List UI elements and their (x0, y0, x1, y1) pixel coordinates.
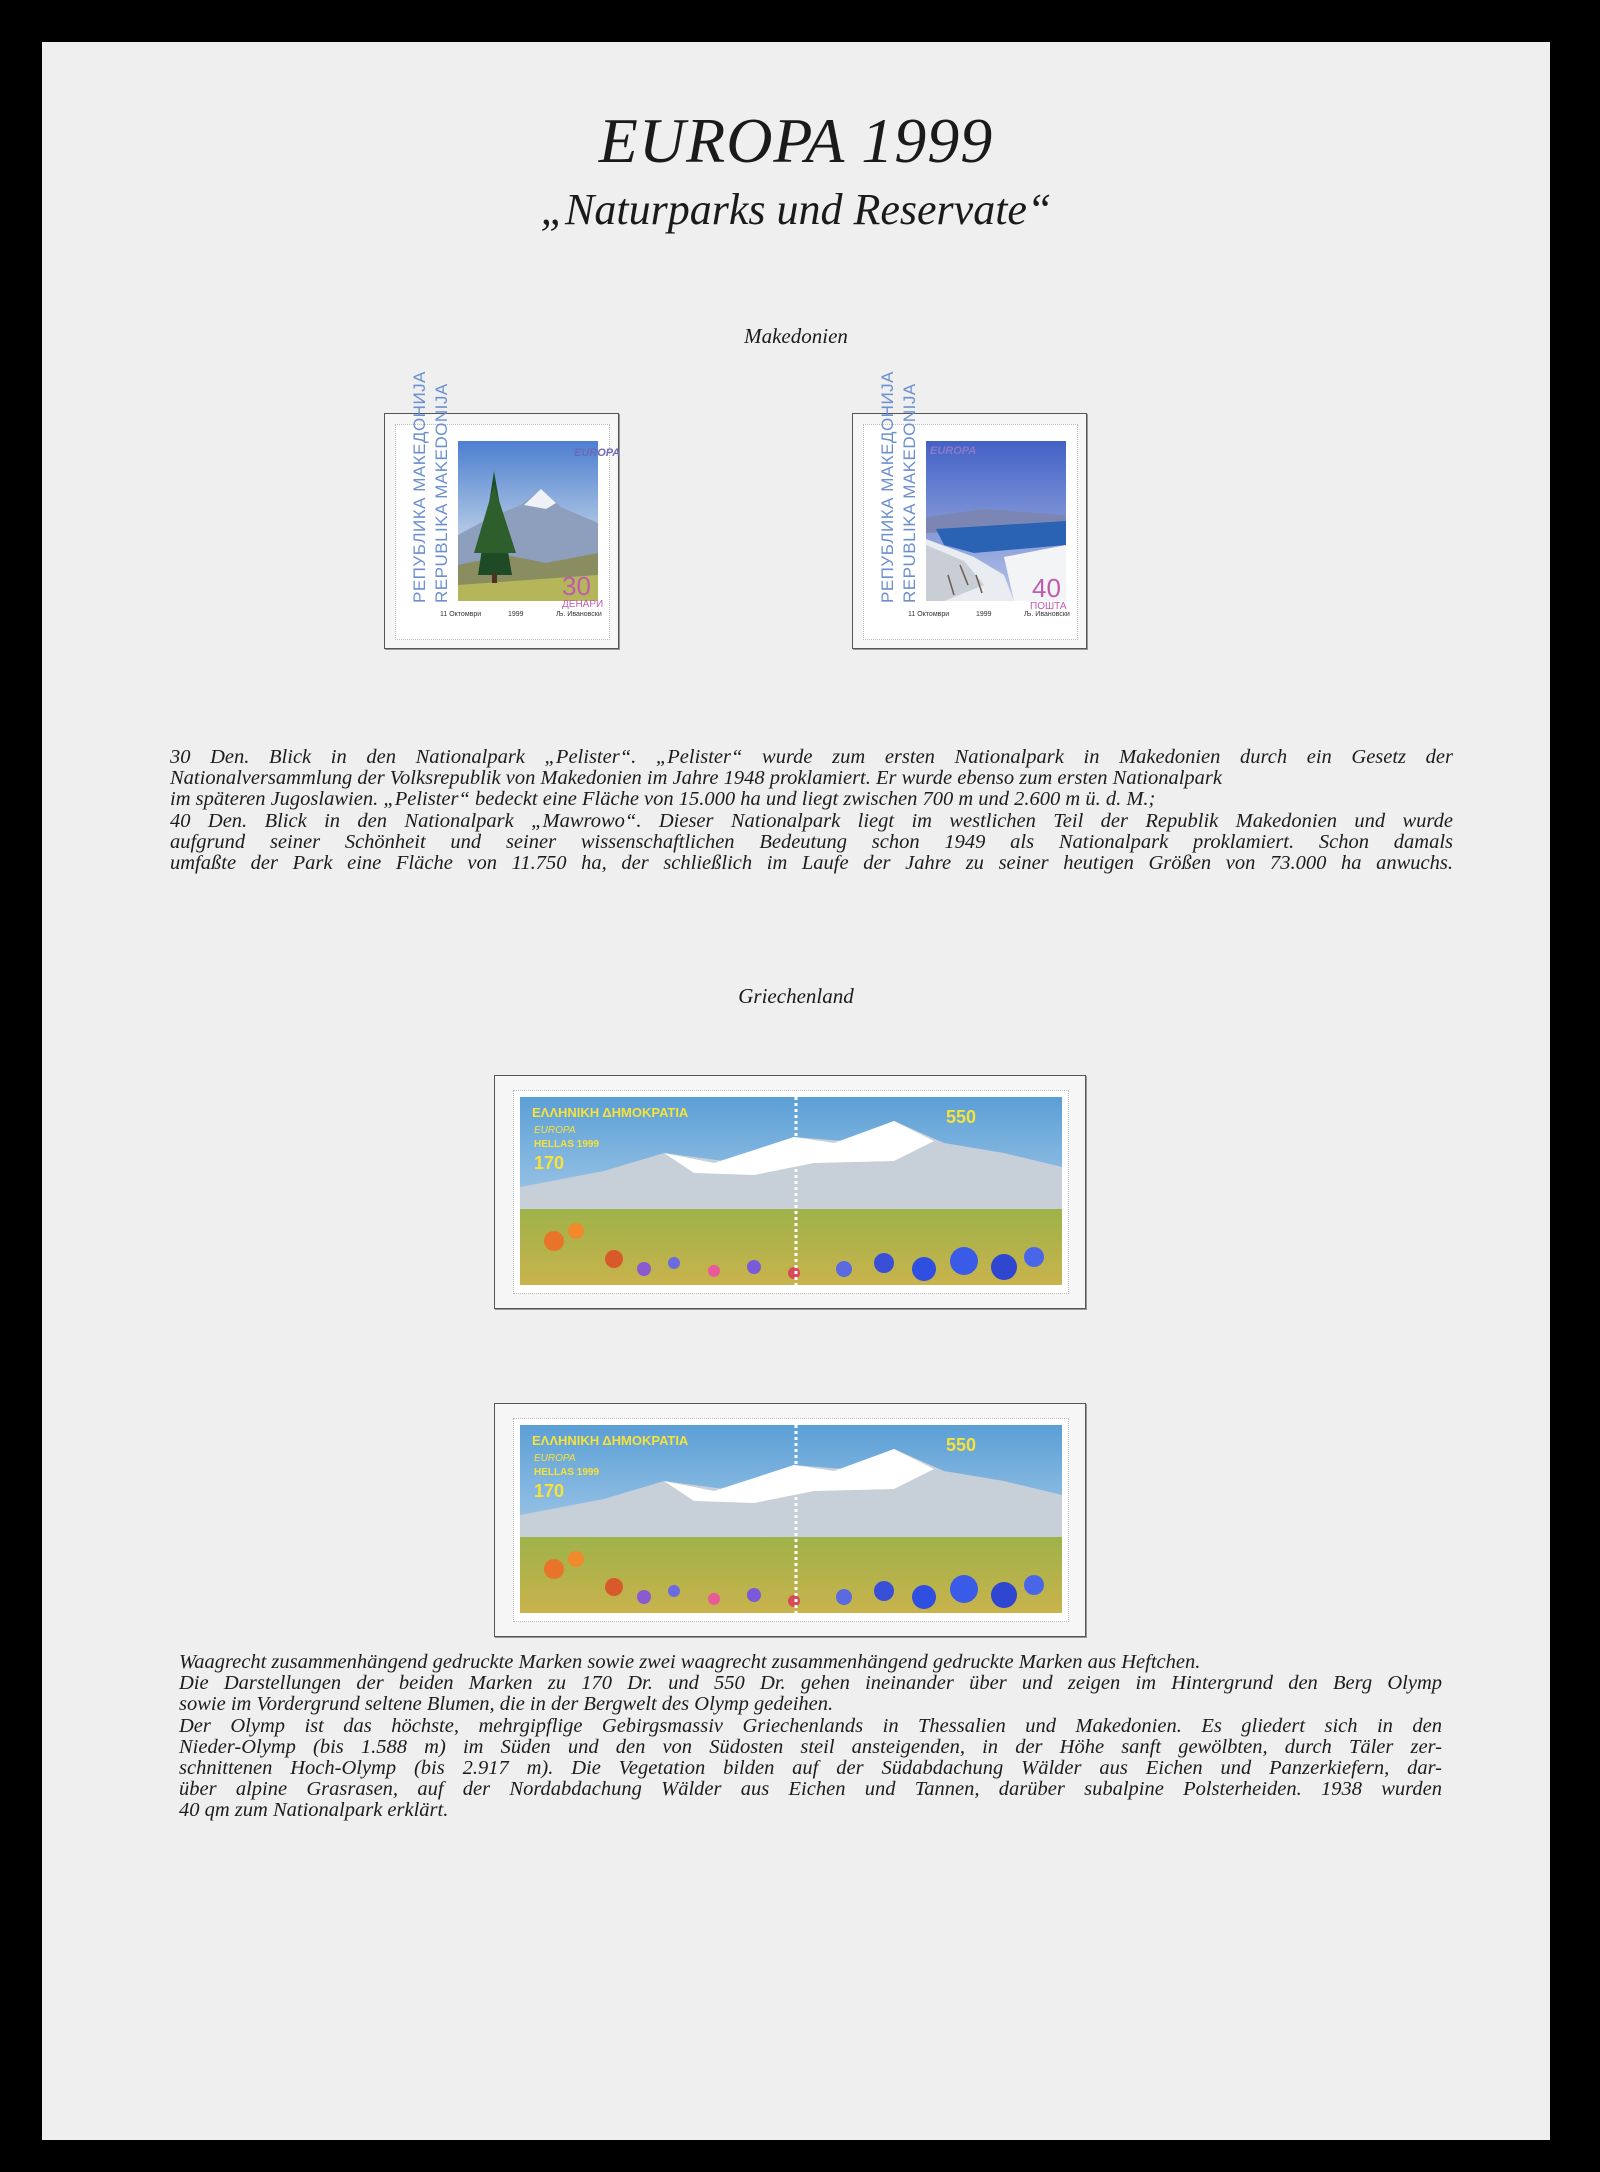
description-line: aufgrund seiner Schönheit und seiner wissenschaftlichen Bedeutung schon 1949 als Nationalpark proklamiert. Schon damals (170, 830, 1453, 853)
stamp-hellas-label: HELLAS 1999 (534, 1139, 600, 1150)
macedonia-description (170, 747, 1453, 874)
stamp-macedonia-40 (863, 370, 1078, 640)
stamp-europa-label: EUROPA (930, 445, 977, 457)
stamp-macedonia-30 (395, 370, 621, 640)
stamp-hellas-label: HELLAS 1999 (534, 1467, 600, 1478)
stamp-country-latin: REPUBLIKA MAKEDONIJA (900, 383, 919, 603)
section-heading-macedonia: Makedonien (744, 324, 848, 348)
description-line: umfaßte der Park eine Fläche von 11.750 ha, der schließlich im Laufe der Jahre zu seiner heutigen Größen von 73.000 ha anwuchs. (170, 852, 1453, 875)
description-line: 30 Den. Blick in den Nationalpark „Pelister“. „Pelister“ wurde zum ersten Nationalpark in Makedonien durch ein Gesetz der (170, 746, 1453, 768)
stamp-image-olympus (514, 1091, 1068, 1293)
description-line: Der Olymp ist das höchste, mehrgipflige Gebirgsmassiv Griechenlands in Thessalien und Makedonien. Es gliedert sich in den (179, 1714, 1442, 1737)
stamp-value-left: 170 (534, 1153, 565, 1173)
imprint-date: 11 Октомври (908, 611, 950, 618)
stamp-value-right: 550 (946, 1107, 977, 1127)
stamp-country-latin: REPUBLIKA MAKEDONIJA (432, 383, 451, 603)
section-heading-greece: Griechenland (738, 984, 854, 1008)
stamp-value: 30 (562, 571, 591, 601)
description-line: im späteren Jugoslawien. „Pelister“ bedeckt eine Fläche von 15.000 ha und liegt zwischen 700 m und 2.600 m ü. d. M.; (170, 788, 1156, 811)
stamp-country: ΕΛΛΗΝΙΚΗ ΔΗΜΟΚΡΑΤΙΑ (532, 1433, 689, 1448)
stamp-mount-greece-pair (494, 1075, 1086, 1309)
stamp-country: ΕΛΛΗΝΙΚΗ ΔΗΜΟΚΡΑΤΙΑ (532, 1105, 689, 1120)
stamp-europa-label: EUROPA (574, 447, 621, 459)
page-subtitle: „Naturparks und Reservate“ (540, 185, 1052, 234)
description-line: 40 qm zum Nationalpark erklärt. (179, 1799, 449, 1822)
stamp-value-right: 550 (946, 1435, 977, 1455)
stamp-mount-macedonia-40 (852, 370, 1087, 649)
imprint-year: 1999 (976, 611, 992, 618)
imprint-designer: Љ. Ивановски (556, 611, 602, 618)
stamp-europa-label: EUROPA (534, 1453, 576, 1464)
stamp-pair-greece-booklet (513, 1418, 1069, 1622)
description-line: Die Darstellungen der beiden Marken zu 170 Dr. und 550 Dr. gehen ineinander über und zeigen im Hintergrund den Berg Olymp (179, 1672, 1442, 1695)
description-line: über alpine Grasrasen, auf der Nordabdachung Wälder aus Eichen und Tannen, darüber subalpine Polsterheiden. 1938 wurden (179, 1778, 1442, 1801)
page-title: EUROPA 1999 (598, 105, 994, 176)
stamp-europa-label: EUROPA (534, 1125, 576, 1136)
stamp-country-cyrillic: РЕПУБЛИКА МАКЕДОНИЈА (410, 370, 429, 603)
description-line: sowie im Vordergrund seltene Blumen, die in der Bergwelt des Olymp gedeihen. (179, 1693, 834, 1716)
greece-description (179, 1652, 1442, 1822)
description-line: Waagrecht zusammenhängend gedruckte Marken sowie zwei waagrecht zusammenhängend gedruckte Marken aus Heftchen. (179, 1651, 1201, 1673)
description-line: schnittenen Hoch-Olymp (bis 2.917 m). Die Vegetation bilden auf der Südabdachung Wälder aus Eichen und Panzerkiefern, dar- (179, 1757, 1442, 1780)
description-line: 40 Den. Blick in den Nationalpark „Mawrowo“. Dieser Nationalpark liegt im westlichen Teil der Republik Makedonien und wurde (170, 809, 1453, 832)
stamp-currency: ПОШТА (1030, 601, 1067, 612)
stamp-currency: ДЕНАРИ (562, 599, 604, 610)
stamp-image-olympus (514, 1419, 1068, 1621)
stamp-mount-macedonia-30 (384, 370, 621, 649)
imprint-date: 11 Октомври (440, 611, 482, 618)
stamp-country-cyrillic: РЕПУБЛИКА МАКЕДОНИЈА (878, 370, 897, 603)
imprint-designer: Љ. Ивановски (1024, 611, 1070, 618)
stamp-value-left: 170 (534, 1481, 565, 1501)
imprint-year: 1999 (508, 611, 524, 618)
stamp-pair-greece (513, 1090, 1069, 1294)
album-page (42, 42, 1550, 2140)
description-line: Nieder-Olymp (bis 1.588 m) im Süden und den von Südosten steil ansteigenden, in der Höhe sanft gewölbten, durch Täler zer- (179, 1735, 1442, 1758)
description-line: Nationalversammlung der Volksrepublik von Makedonien im Jahre 1948 proklamiert. Er wurde ebenso zum ersten Nationalpark (170, 767, 1222, 790)
stamp-mount-greece-booklet (494, 1403, 1086, 1637)
stamp-value: 40 (1032, 573, 1061, 603)
